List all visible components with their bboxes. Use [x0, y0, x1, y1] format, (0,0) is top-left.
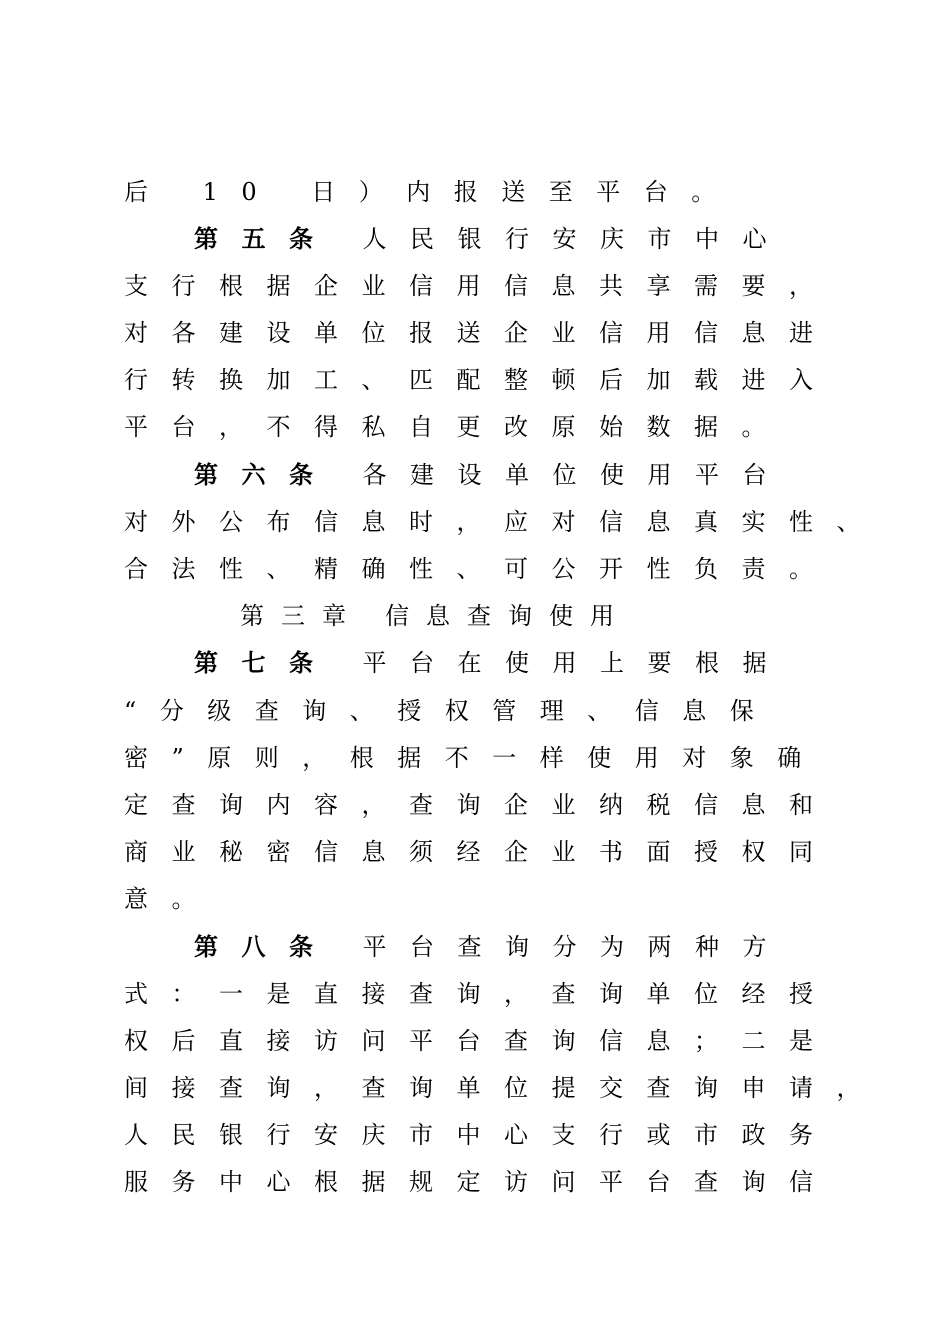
text-line: 商业秘密信息须经企业书面授权同 [124, 838, 837, 866]
article-5-line [194, 219, 790, 259]
chapter-label: 第三章 [240, 602, 363, 630]
chapter-heading [240, 596, 631, 636]
text-line: 后 10 日）内报送至平台。 [124, 178, 739, 206]
text-line: 服务中心根据规定访问平台查询信 [124, 1168, 837, 1196]
text-line: 密”原则，根据不一样使用对象确 [124, 744, 825, 772]
article-6-label: 第六条 [194, 460, 337, 489]
text-line: 合法性、精确性、可公开性负责。 [124, 555, 837, 583]
text-line: 式：一是直接查询，查询单位经授 [124, 980, 837, 1008]
text-line: 间接查询，查询单位提交查询申请， [124, 1074, 884, 1102]
article-8-label: 第八条 [194, 932, 337, 961]
text-line: 对外公布信息时，应对信息真实性、 [124, 508, 884, 536]
text-line: “分级查询、授权管理、信息保 [124, 697, 778, 725]
text-line: 对各建设单位报送企业信用信息进 [124, 319, 837, 347]
article-6-text: 各建设单位使用平台 [362, 461, 790, 489]
text-line: 权后直接访问平台查询信息；二是 [124, 1027, 837, 1055]
text-line: 人民银行安庆市中心支行或市政务 [124, 1121, 837, 1149]
text-line: 平台，不得私自更改原始数据。 [124, 413, 789, 441]
article-7-text: 平台在使用上要根据 [362, 649, 790, 677]
chapter-title: 信息查询使用 [385, 602, 631, 630]
text-line: 支行根据企业信用信息共享需要， [124, 272, 837, 300]
text-line: 行转换加工、匹配整顿后加载进入 [124, 366, 837, 394]
article-5-text: 人民银行安庆市中心 [362, 225, 790, 253]
article-6-line [194, 455, 790, 495]
article-8-line [194, 927, 790, 967]
article-7-line [194, 643, 790, 683]
text-line: 定查询内容，查询企业纳税信息和 [124, 791, 837, 819]
text-line: 意。 [124, 885, 219, 913]
article-7-label: 第七条 [194, 648, 337, 677]
article-5-label: 第五条 [194, 224, 337, 253]
article-8-text: 平台查询分为两种方 [362, 933, 790, 961]
